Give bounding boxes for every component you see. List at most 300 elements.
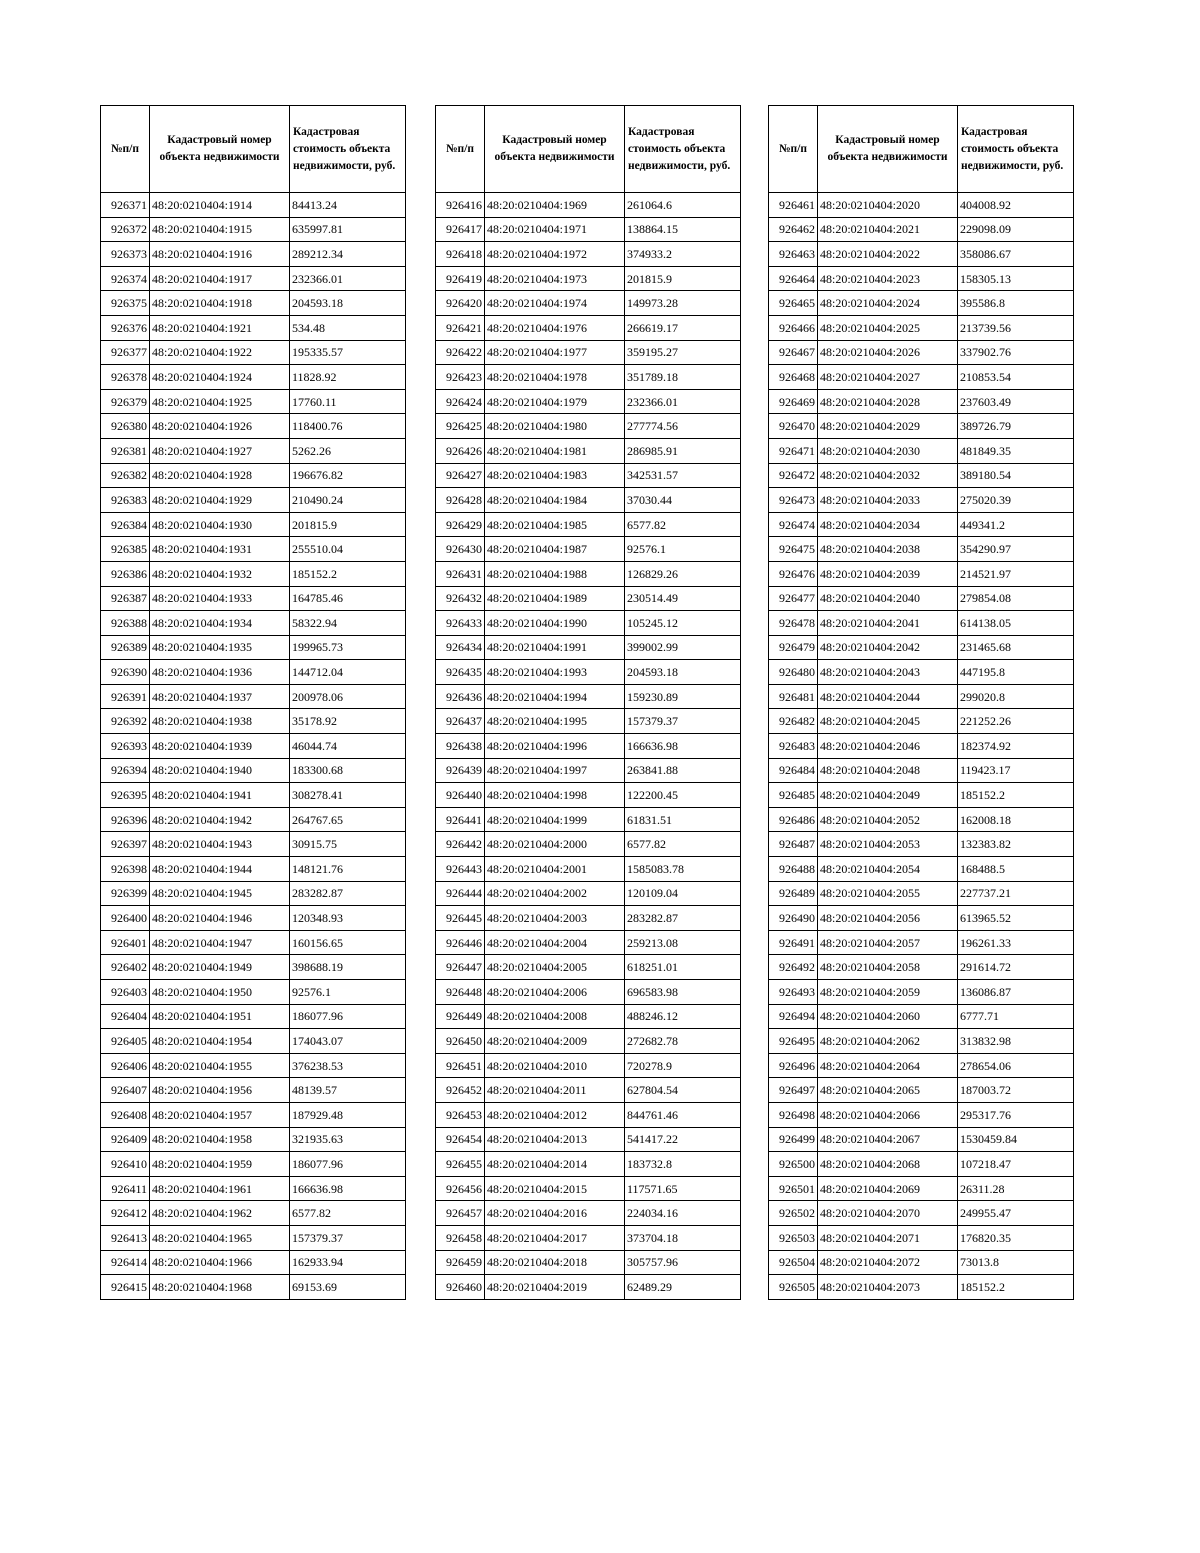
row-number: 926491 <box>769 930 818 955</box>
row-number: 926471 <box>769 438 818 463</box>
row-number: 926439 <box>436 758 485 783</box>
cadastral-number: 48:20:0210404:1991 <box>485 635 625 660</box>
table-row <box>101 266 406 291</box>
cadastral-number: 48:20:0210404:1955 <box>150 1053 290 1078</box>
cadastral-value: 481849.35 <box>958 438 1074 463</box>
cadastral-value: 166636.98 <box>290 1176 406 1201</box>
table-header-row <box>769 106 1074 193</box>
table-row <box>769 365 1074 390</box>
row-number: 926403 <box>101 980 150 1005</box>
cadastral-value: 6577.82 <box>625 512 741 537</box>
header-cadastral-value: Кадастровая стоимость объекта недвижимости, руб. <box>290 106 406 193</box>
cadastral-value: 259213.08 <box>625 930 741 955</box>
cadastral-number: 48:20:0210404:2008 <box>485 1004 625 1029</box>
cadastral-number: 48:20:0210404:2014 <box>485 1152 625 1177</box>
cadastral-number: 48:20:0210404:2020 <box>818 193 958 218</box>
cadastral-value: 196676.82 <box>290 463 406 488</box>
cadastral-number: 48:20:0210404:2066 <box>818 1102 958 1127</box>
row-number: 926440 <box>436 783 485 808</box>
cadastral-number: 48:20:0210404:1957 <box>150 1102 290 1127</box>
row-number: 926490 <box>769 906 818 931</box>
row-number: 926450 <box>436 1029 485 1054</box>
row-number: 926423 <box>436 365 485 390</box>
cadastral-value: 720278.9 <box>625 1053 741 1078</box>
row-number: 926427 <box>436 463 485 488</box>
table-row <box>769 807 1074 832</box>
cadastral-value: 30915.75 <box>290 832 406 857</box>
cadastral-number: 48:20:0210404:1962 <box>150 1201 290 1226</box>
cadastral-number: 48:20:0210404:2002 <box>485 881 625 906</box>
table-row <box>769 389 1074 414</box>
cadastral-value: 185152.2 <box>958 1275 1074 1300</box>
cadastral-value: 351789.18 <box>625 365 741 390</box>
row-number: 926398 <box>101 857 150 882</box>
row-number: 926419 <box>436 266 485 291</box>
table-row <box>101 242 406 267</box>
table-row <box>769 463 1074 488</box>
cadastral-number: 48:20:0210404:2043 <box>818 660 958 685</box>
row-number: 926503 <box>769 1225 818 1250</box>
row-number: 926405 <box>101 1029 150 1054</box>
table-row <box>436 1225 741 1250</box>
row-number: 926422 <box>436 340 485 365</box>
row-number: 926505 <box>769 1275 818 1300</box>
row-number: 926465 <box>769 291 818 316</box>
cadastral-value: 119423.17 <box>958 758 1074 783</box>
cadastral-value: 277774.56 <box>625 414 741 439</box>
row-number: 926499 <box>769 1127 818 1152</box>
cadastral-value: 5262.26 <box>290 438 406 463</box>
table-row <box>101 611 406 636</box>
cadastral-value: 295317.76 <box>958 1102 1074 1127</box>
cadastral-number: 48:20:0210404:2034 <box>818 512 958 537</box>
table-row <box>101 1250 406 1275</box>
table-row <box>101 1201 406 1226</box>
cadastral-value: 166636.98 <box>625 734 741 759</box>
table-row <box>436 537 741 562</box>
table-row <box>769 955 1074 980</box>
cadastral-value: 61831.51 <box>625 807 741 832</box>
table-row <box>436 242 741 267</box>
cadastral-number: 48:20:0210404:1997 <box>485 758 625 783</box>
cadastral-number: 48:20:0210404:2009 <box>485 1029 625 1054</box>
cadastral-value: 144712.04 <box>290 660 406 685</box>
cadastral-value: 199965.73 <box>290 635 406 660</box>
cadastral-number: 48:20:0210404:1988 <box>485 561 625 586</box>
row-number: 926391 <box>101 684 150 709</box>
table-row <box>436 1201 741 1226</box>
row-number: 926448 <box>436 980 485 1005</box>
row-number: 926493 <box>769 980 818 1005</box>
row-number: 926433 <box>436 611 485 636</box>
table-row <box>101 1102 406 1127</box>
table-row <box>101 389 406 414</box>
cadastral-value: 204593.18 <box>290 291 406 316</box>
cadastral-number: 48:20:0210404:2021 <box>818 217 958 242</box>
table-row <box>769 1152 1074 1177</box>
cadastral-number: 48:20:0210404:1930 <box>150 512 290 537</box>
row-number: 926492 <box>769 955 818 980</box>
row-number: 926445 <box>436 906 485 931</box>
cadastral-value: 186077.96 <box>290 1152 406 1177</box>
cadastral-value: 35178.92 <box>290 709 406 734</box>
cadastral-number: 48:20:0210404:2052 <box>818 807 958 832</box>
table-row <box>769 1225 1074 1250</box>
table-row <box>436 783 741 808</box>
table-row <box>769 906 1074 931</box>
cadastral-number: 48:20:0210404:1916 <box>150 242 290 267</box>
cadastral-value: 183732.8 <box>625 1152 741 1177</box>
table-row <box>101 217 406 242</box>
cadastral-number: 48:20:0210404:1978 <box>485 365 625 390</box>
row-number: 926469 <box>769 389 818 414</box>
table-row <box>436 1078 741 1103</box>
row-number: 926462 <box>769 217 818 242</box>
table-row <box>101 660 406 685</box>
table-row <box>101 684 406 709</box>
cadastral-value: 176820.35 <box>958 1225 1074 1250</box>
cadastral-number: 48:20:0210404:2005 <box>485 955 625 980</box>
cadastral-value: 73013.8 <box>958 1250 1074 1275</box>
row-number: 926434 <box>436 635 485 660</box>
table-row <box>436 1004 741 1029</box>
cadastral-number: 48:20:0210404:2054 <box>818 857 958 882</box>
table-row <box>101 832 406 857</box>
table-row <box>101 1127 406 1152</box>
cadastral-number: 48:20:0210404:1956 <box>150 1078 290 1103</box>
cadastral-number: 48:20:0210404:2015 <box>485 1176 625 1201</box>
cadastral-number: 48:20:0210404:1925 <box>150 389 290 414</box>
cadastral-value: 291614.72 <box>958 955 1074 980</box>
row-number: 926394 <box>101 758 150 783</box>
cadastral-number: 48:20:0210404:1941 <box>150 783 290 808</box>
row-number: 926449 <box>436 1004 485 1029</box>
table-row <box>769 660 1074 685</box>
table-row <box>769 1029 1074 1054</box>
row-number: 926436 <box>436 684 485 709</box>
cadastral-value: 286985.91 <box>625 438 741 463</box>
row-number: 926452 <box>436 1078 485 1103</box>
row-number: 926500 <box>769 1152 818 1177</box>
row-number: 926504 <box>769 1250 818 1275</box>
cadastral-number: 48:20:0210404:1944 <box>150 857 290 882</box>
cadastral-number: 48:20:0210404:1958 <box>150 1127 290 1152</box>
table-row <box>769 488 1074 513</box>
cadastral-number: 48:20:0210404:1996 <box>485 734 625 759</box>
table-row <box>769 1102 1074 1127</box>
table-row <box>101 1053 406 1078</box>
cadastral-number: 48:20:0210404:1942 <box>150 807 290 832</box>
table-body <box>769 193 1074 1300</box>
cadastral-value: 26311.28 <box>958 1176 1074 1201</box>
cadastral-value: 138864.15 <box>625 217 741 242</box>
cadastral-number: 48:20:0210404:1954 <box>150 1029 290 1054</box>
row-number: 926429 <box>436 512 485 537</box>
cadastral-number: 48:20:0210404:1938 <box>150 709 290 734</box>
row-number: 926414 <box>101 1250 150 1275</box>
cadastral-value: 358086.67 <box>958 242 1074 267</box>
cadastral-number: 48:20:0210404:2060 <box>818 1004 958 1029</box>
row-number: 926442 <box>436 832 485 857</box>
cadastral-value: 266619.17 <box>625 315 741 340</box>
table-row <box>436 758 741 783</box>
row-number: 926415 <box>101 1275 150 1300</box>
cadastral-value: 132383.82 <box>958 832 1074 857</box>
table-row <box>101 488 406 513</box>
table-row <box>436 881 741 906</box>
cadastral-value: 289212.34 <box>290 242 406 267</box>
cadastral-value: 261064.6 <box>625 193 741 218</box>
cadastral-value: 107218.47 <box>958 1152 1074 1177</box>
row-number: 926421 <box>436 315 485 340</box>
cadastral-value: 118400.76 <box>290 414 406 439</box>
row-number: 926386 <box>101 561 150 586</box>
cadastral-value: 162933.94 <box>290 1250 406 1275</box>
cadastral-number: 48:20:0210404:1943 <box>150 832 290 857</box>
table-row <box>769 1004 1074 1029</box>
table-row <box>769 1127 1074 1152</box>
cadastral-table-3 <box>768 105 1074 1300</box>
table-row <box>101 586 406 611</box>
cadastral-number: 48:20:0210404:2068 <box>818 1152 958 1177</box>
cadastral-number: 48:20:0210404:2048 <box>818 758 958 783</box>
row-number: 926378 <box>101 365 150 390</box>
cadastral-value: 120348.93 <box>290 906 406 931</box>
row-number: 926412 <box>101 1201 150 1226</box>
table-row <box>436 217 741 242</box>
row-number: 926388 <box>101 611 150 636</box>
cadastral-number: 48:20:0210404:2064 <box>818 1053 958 1078</box>
table-row <box>101 193 406 218</box>
cadastral-value: 1585083.78 <box>625 857 741 882</box>
table-row <box>101 857 406 882</box>
table-row <box>101 930 406 955</box>
row-number: 926464 <box>769 266 818 291</box>
cadastral-value: 46044.74 <box>290 734 406 759</box>
cadastral-value: 313832.98 <box>958 1029 1074 1054</box>
table-row <box>436 193 741 218</box>
cadastral-number: 48:20:0210404:1947 <box>150 930 290 955</box>
table-row <box>769 1275 1074 1300</box>
cadastral-number: 48:20:0210404:2038 <box>818 537 958 562</box>
cadastral-number: 48:20:0210404:2026 <box>818 340 958 365</box>
row-number: 926431 <box>436 561 485 586</box>
table-row <box>101 291 406 316</box>
cadastral-value: 168488.5 <box>958 857 1074 882</box>
cadastral-value: 162008.18 <box>958 807 1074 832</box>
row-number: 926460 <box>436 1275 485 1300</box>
cadastral-value: 614138.05 <box>958 611 1074 636</box>
row-number: 926438 <box>436 734 485 759</box>
table-row <box>769 512 1074 537</box>
row-number: 926435 <box>436 660 485 685</box>
cadastral-number: 48:20:0210404:1949 <box>150 955 290 980</box>
cadastral-number: 48:20:0210404:2049 <box>818 783 958 808</box>
table-row <box>436 291 741 316</box>
cadastral-value: 389180.54 <box>958 463 1074 488</box>
cadastral-value: 126829.26 <box>625 561 741 586</box>
cadastral-value: 278654.06 <box>958 1053 1074 1078</box>
row-number: 926383 <box>101 488 150 513</box>
table-row <box>769 242 1074 267</box>
cadastral-number: 48:20:0210404:1934 <box>150 611 290 636</box>
row-number: 926481 <box>769 684 818 709</box>
table-row <box>436 315 741 340</box>
table-row <box>769 930 1074 955</box>
table-row <box>436 980 741 1005</box>
cadastral-value: 613965.52 <box>958 906 1074 931</box>
cadastral-value: 635997.81 <box>290 217 406 242</box>
row-number: 926371 <box>101 193 150 218</box>
cadastral-number: 48:20:0210404:2022 <box>818 242 958 267</box>
table-row <box>101 1078 406 1103</box>
row-number: 926455 <box>436 1152 485 1177</box>
cadastral-number: 48:20:0210404:1974 <box>485 291 625 316</box>
cadastral-value: 618251.01 <box>625 955 741 980</box>
table-row <box>769 1201 1074 1226</box>
cadastral-number: 48:20:0210404:2023 <box>818 266 958 291</box>
table-row <box>436 930 741 955</box>
table-row <box>769 1250 1074 1275</box>
row-number: 926373 <box>101 242 150 267</box>
cadastral-value: 185152.2 <box>958 783 1074 808</box>
table-row <box>436 684 741 709</box>
cadastral-number: 48:20:0210404:2030 <box>818 438 958 463</box>
cadastral-value: 232366.01 <box>290 266 406 291</box>
cadastral-value: 263841.88 <box>625 758 741 783</box>
table-row <box>436 340 741 365</box>
cadastral-value: 374933.2 <box>625 242 741 267</box>
cadastral-number: 48:20:0210404:2019 <box>485 1275 625 1300</box>
row-number: 926401 <box>101 930 150 955</box>
cadastral-value: 534.48 <box>290 315 406 340</box>
header-cadastral-number: Кадастровый номер объекта недвижимости <box>818 106 958 193</box>
row-number: 926443 <box>436 857 485 882</box>
table-row <box>769 315 1074 340</box>
cadastral-table-1 <box>100 105 406 1300</box>
cadastral-number: 48:20:0210404:1935 <box>150 635 290 660</box>
cadastral-number: 48:20:0210404:2028 <box>818 389 958 414</box>
cadastral-value: 201815.9 <box>290 512 406 537</box>
row-number: 926476 <box>769 561 818 586</box>
cadastral-value: 399002.99 <box>625 635 741 660</box>
cadastral-number: 48:20:0210404:2059 <box>818 980 958 1005</box>
row-number: 926426 <box>436 438 485 463</box>
table-row <box>436 857 741 882</box>
cadastral-number: 48:20:0210404:1983 <box>485 463 625 488</box>
row-number: 926475 <box>769 537 818 562</box>
cadastral-value: 204593.18 <box>625 660 741 685</box>
cadastral-number: 48:20:0210404:1932 <box>150 561 290 586</box>
table-row <box>101 1176 406 1201</box>
row-number: 926410 <box>101 1152 150 1177</box>
row-number: 926377 <box>101 340 150 365</box>
table-row <box>436 635 741 660</box>
table-row <box>436 389 741 414</box>
cadastral-value: 264767.65 <box>290 807 406 832</box>
cadastral-number: 48:20:0210404:1972 <box>485 242 625 267</box>
cadastral-number: 48:20:0210404:1927 <box>150 438 290 463</box>
row-number: 926413 <box>101 1225 150 1250</box>
row-number: 926387 <box>101 586 150 611</box>
table-row <box>101 438 406 463</box>
cadastral-value: 182374.92 <box>958 734 1074 759</box>
table-header-row <box>101 106 406 193</box>
cadastral-number: 48:20:0210404:2067 <box>818 1127 958 1152</box>
cadastral-value: 627804.54 <box>625 1078 741 1103</box>
cadastral-value: 92576.1 <box>625 537 741 562</box>
cadastral-number: 48:20:0210404:1924 <box>150 365 290 390</box>
table-row <box>769 561 1074 586</box>
row-number: 926424 <box>436 389 485 414</box>
row-number: 926457 <box>436 1201 485 1226</box>
table-row <box>101 1275 406 1300</box>
header-cadastral-value: Кадастровая стоимость объекта недвижимости, руб. <box>625 106 741 193</box>
row-number: 926390 <box>101 660 150 685</box>
cadastral-number: 48:20:0210404:1928 <box>150 463 290 488</box>
row-number: 926437 <box>436 709 485 734</box>
cadastral-number: 48:20:0210404:2065 <box>818 1078 958 1103</box>
cadastral-number: 48:20:0210404:2042 <box>818 635 958 660</box>
table-row <box>436 709 741 734</box>
cadastral-number: 48:20:0210404:2004 <box>485 930 625 955</box>
table-row <box>436 807 741 832</box>
row-number: 926376 <box>101 315 150 340</box>
cadastral-value: 541417.22 <box>625 1127 741 1152</box>
cadastral-number: 48:20:0210404:1959 <box>150 1152 290 1177</box>
cadastral-number: 48:20:0210404:2000 <box>485 832 625 857</box>
row-number: 926480 <box>769 660 818 685</box>
cadastral-value: 404008.92 <box>958 193 1074 218</box>
cadastral-number: 48:20:0210404:2062 <box>818 1029 958 1054</box>
row-number: 926477 <box>769 586 818 611</box>
row-number: 926487 <box>769 832 818 857</box>
row-number: 926404 <box>101 1004 150 1029</box>
cadastral-number: 48:20:0210404:2069 <box>818 1176 958 1201</box>
row-number: 926488 <box>769 857 818 882</box>
header-num: №п/п <box>101 106 150 193</box>
table-row <box>101 463 406 488</box>
cadastral-number: 48:20:0210404:2040 <box>818 586 958 611</box>
row-number: 926441 <box>436 807 485 832</box>
header-cadastral-number: Кадастровый номер объекта недвижимости <box>485 106 625 193</box>
cadastral-number: 48:20:0210404:1946 <box>150 906 290 931</box>
cadastral-number: 48:20:0210404:1931 <box>150 537 290 562</box>
cadastral-value: 92576.1 <box>290 980 406 1005</box>
cadastral-value: 272682.78 <box>625 1029 741 1054</box>
cadastral-value: 164785.46 <box>290 586 406 611</box>
cadastral-number: 48:20:0210404:1945 <box>150 881 290 906</box>
table-row <box>769 832 1074 857</box>
cadastral-value: 354290.97 <box>958 537 1074 562</box>
table-row <box>769 758 1074 783</box>
row-number: 926385 <box>101 537 150 562</box>
cadastral-number: 48:20:0210404:2011 <box>485 1078 625 1103</box>
cadastral-number: 48:20:0210404:1937 <box>150 684 290 709</box>
header-cadastral-number: Кадастровый номер объекта недвижимости <box>150 106 290 193</box>
table-row <box>101 955 406 980</box>
table-row <box>436 734 741 759</box>
cadastral-value: 37030.44 <box>625 488 741 513</box>
row-number: 926461 <box>769 193 818 218</box>
table-row <box>436 463 741 488</box>
table-row <box>769 193 1074 218</box>
cadastral-number: 48:20:0210404:1979 <box>485 389 625 414</box>
cadastral-number: 48:20:0210404:2070 <box>818 1201 958 1226</box>
table-row <box>436 1275 741 1300</box>
cadastral-number: 48:20:0210404:1987 <box>485 537 625 562</box>
row-number: 926397 <box>101 832 150 857</box>
